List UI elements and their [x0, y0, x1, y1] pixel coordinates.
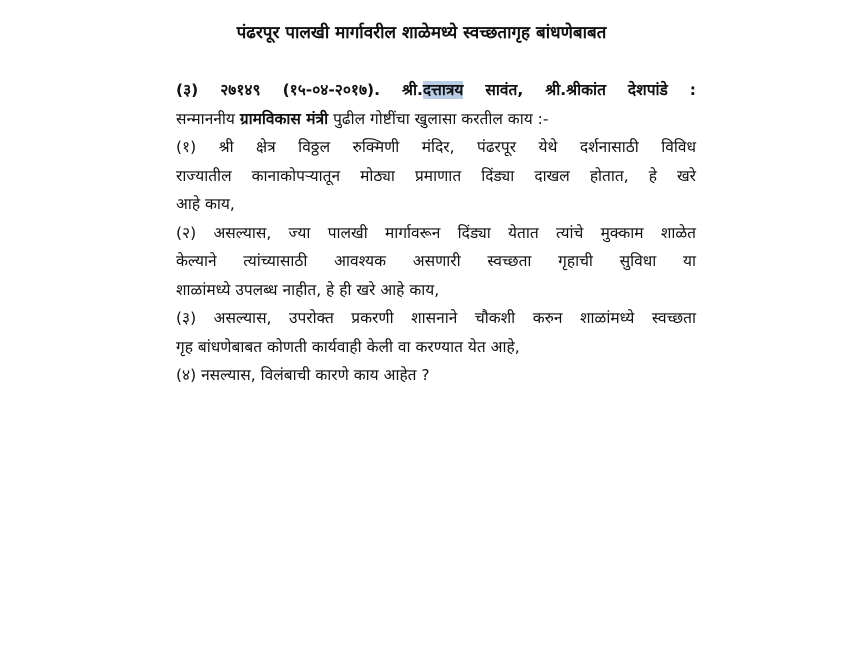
question-header-line — [176, 76, 696, 105]
question-date: (१५-०४-२०१७). — [282, 81, 380, 99]
text-line-8: गृह बांधणेबाबत कोणती कार्यवाही केली वा करण्यात येत आहे, — [176, 337, 520, 356]
question-number: (३) — [176, 81, 199, 99]
member-prefix: श्री. — [402, 81, 423, 99]
minister-name: ग्रामविकास मंत्री — [239, 109, 329, 128]
question-id: २७१४९ — [220, 81, 261, 99]
text-line-1: (१) श्री क्षेत्र विठ्ठल रुक्मिणी मंदिर, पंढरपूर येथे दर्शनासाठी विविध — [176, 138, 696, 156]
text-line-9: (४) नसल्यास, विलंबाची कारणे काय आहेत ? — [176, 366, 430, 384]
intro-suffix: पुढील गोष्टींचा खुलासा करतील काय :- — [333, 109, 549, 128]
text-line-7: (३) असल्यास, उपरोक्त प्रकरणी शासनाने चौकशी करुन शाळांमध्ये स्वच्छता — [176, 309, 696, 327]
member-name-2: श्री.श्रीकांत — [545, 81, 606, 99]
question-body — [176, 76, 696, 390]
text-line-5: केल्याने त्यांच्यासाठी आवश्यक असणारी स्वच्छता गृहाची सुविधा या — [176, 252, 696, 270]
selected-text-highlight[interactable]: दत्तात्रय — [422, 81, 464, 99]
intro-line — [176, 105, 696, 134]
member-surname-1: सावंत, — [485, 81, 524, 99]
text-line-6: शाळांमध्ये उपलब्ध नाहीत, हे ही खरे आहे काय, — [176, 280, 440, 299]
document-title: पंढरपूर पालखी मार्गावरील शाळेमध्ये स्वच्छतागृह बांधणेबाबत — [236, 23, 607, 43]
text-line-2: राज्यातील कानाकोपऱ्यातून मोठ्या प्रमाणात दिंड्या दाखल होतात, हे खरे — [176, 166, 696, 185]
member-name-1[interactable] — [402, 81, 463, 99]
text-line-3: आहे काय, — [176, 195, 235, 213]
member-surname-2: देशपांडे : — [627, 81, 697, 99]
text-line-4: (२) असल्यास, ज्या पालखी मार्गावरून दिंड्या येतात त्यांचे मुक्काम शाळेत — [176, 223, 696, 242]
intro-prefix: सन्माननीय — [176, 109, 235, 128]
